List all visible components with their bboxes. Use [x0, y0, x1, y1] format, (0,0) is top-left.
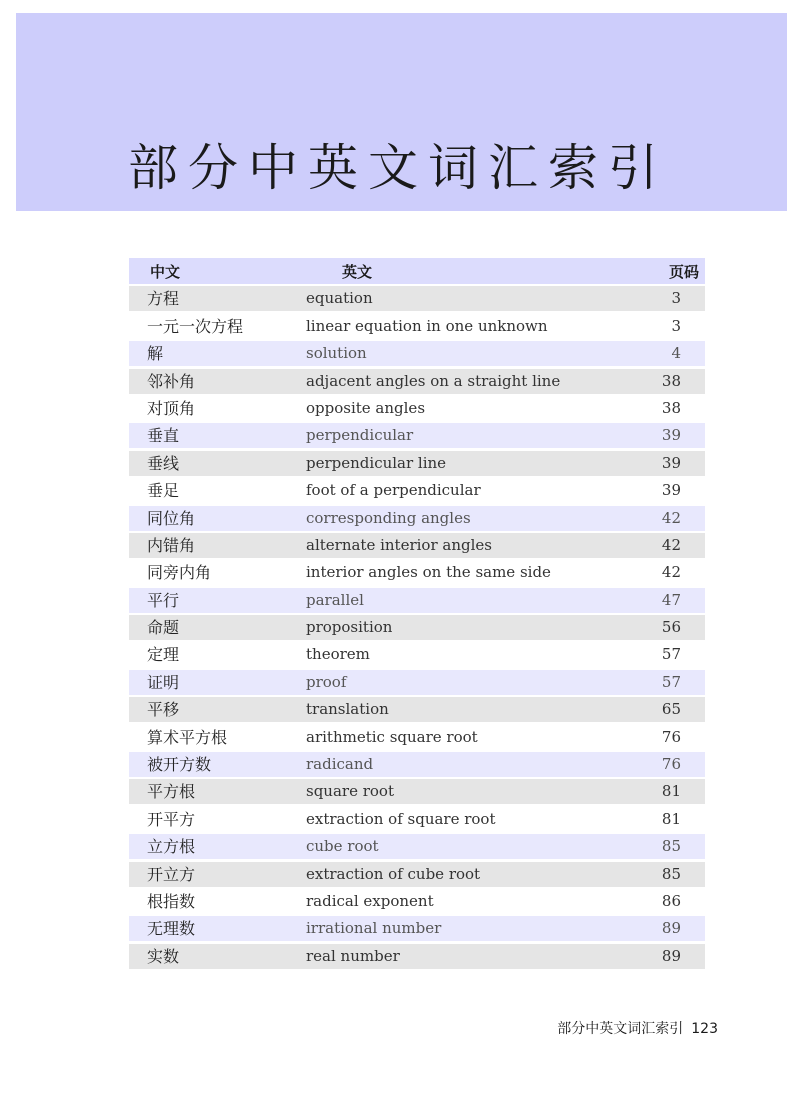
- cell-chinese: 算术平方根: [147, 727, 228, 747]
- table-row: [129, 451, 705, 476]
- cell-english: solution: [306, 344, 367, 363]
- table-row: [129, 752, 705, 777]
- cell-chinese: 内错角: [147, 535, 196, 555]
- table-row: [129, 478, 705, 503]
- cell-page: 89: [661, 919, 681, 938]
- cell-page: 47: [661, 590, 681, 609]
- table-row: [129, 506, 705, 531]
- cell-page: 85: [661, 837, 681, 856]
- cell-chinese: 定理: [147, 645, 180, 665]
- cell-english: proof: [306, 672, 347, 691]
- cell-chinese: 命题: [147, 618, 180, 638]
- table-row: [129, 341, 705, 366]
- cell-chinese: 平方根: [147, 782, 196, 802]
- cell-english: radicand: [306, 755, 374, 774]
- table-row: [129, 670, 705, 695]
- cell-english: extraction of square root: [306, 809, 496, 828]
- page-footer: [557, 1018, 718, 1038]
- cell-english: square root: [306, 782, 394, 801]
- cell-page: 38: [661, 398, 681, 417]
- cell-english: interior angles on the same side: [306, 563, 551, 582]
- table-header-row: [129, 258, 705, 284]
- cell-chinese: 对顶角: [147, 398, 196, 418]
- table-row: [129, 423, 705, 448]
- cell-english: radical exponent: [306, 891, 434, 910]
- table-row: [129, 779, 705, 804]
- table-row: [129, 560, 705, 585]
- cell-page: 3: [671, 289, 681, 308]
- cell-chinese: 同位角: [147, 508, 196, 528]
- cell-page: 76: [661, 755, 681, 774]
- cell-page: 65: [661, 700, 681, 719]
- cell-english: parallel: [306, 590, 364, 609]
- cell-chinese: 平行: [147, 590, 180, 610]
- cell-page: 56: [661, 618, 681, 637]
- cell-page: 42: [661, 535, 681, 554]
- cell-page: 42: [661, 508, 681, 527]
- header-english: 英文: [342, 263, 373, 281]
- cell-english: corresponding angles: [306, 508, 471, 527]
- cell-english: opposite angles: [306, 398, 426, 417]
- cell-chinese: 无理数: [147, 919, 196, 939]
- table-row: [129, 314, 705, 339]
- table-row: [129, 615, 705, 640]
- cell-chinese: 实数: [147, 946, 180, 966]
- cell-english: perpendicular line: [306, 453, 447, 472]
- cell-chinese: 解: [147, 344, 164, 364]
- cell-english: proposition: [306, 618, 393, 637]
- cell-page: 42: [661, 563, 681, 582]
- cell-english: equation: [306, 289, 373, 308]
- table-row: [129, 807, 705, 832]
- cell-chinese: 根指数: [147, 891, 196, 911]
- cell-chinese: 邻补角: [147, 371, 196, 391]
- cell-english: perpendicular: [306, 426, 414, 445]
- footer-title: 部分中英文词汇索引: [557, 1021, 684, 1037]
- cell-page: 57: [661, 645, 681, 664]
- cell-page: 39: [661, 453, 681, 472]
- cell-english: alternate interior angles: [306, 535, 492, 554]
- cell-page: 3: [671, 316, 681, 335]
- cell-english: real number: [306, 946, 400, 965]
- table-row: [129, 834, 705, 859]
- page-title: 部分中英文词汇索引: [128, 139, 668, 197]
- cell-page: 4: [671, 344, 681, 363]
- cell-chinese: 垂足: [147, 481, 180, 501]
- table-row: [129, 588, 705, 613]
- cell-page: 57: [661, 672, 681, 691]
- cell-english: translation: [306, 700, 389, 719]
- header-chinese: 中文: [150, 263, 181, 281]
- cell-page: 39: [661, 426, 681, 445]
- footer-page-number: 123: [691, 1021, 718, 1037]
- cell-chinese: 同旁内角: [147, 563, 212, 583]
- table-row: [129, 533, 705, 558]
- cell-english: foot of a perpendicular: [306, 481, 481, 500]
- cell-english: theorem: [306, 645, 370, 664]
- cell-chinese: 开立方: [147, 864, 196, 884]
- table-row: [129, 916, 705, 941]
- table-row: [129, 642, 705, 667]
- table-row: [129, 725, 705, 750]
- cell-english: irrational number: [306, 919, 442, 938]
- cell-page: 76: [661, 727, 681, 746]
- cell-page: 86: [661, 891, 681, 910]
- table-row: [129, 862, 705, 887]
- cell-page: 39: [661, 481, 681, 500]
- cell-chinese: 一元一次方程: [147, 316, 244, 336]
- cell-english: adjacent angles on a straight line: [306, 371, 561, 390]
- cell-page: 38: [661, 371, 681, 390]
- cell-page: 81: [661, 809, 681, 828]
- cell-page: 85: [661, 864, 681, 883]
- cell-chinese: 垂线: [147, 453, 180, 473]
- cell-page: 81: [661, 782, 681, 801]
- cell-english: arithmetic square root: [306, 727, 478, 746]
- table-row: [129, 944, 705, 969]
- cell-english: linear equation in one unknown: [306, 316, 548, 335]
- table-row: [129, 697, 705, 722]
- cell-english: extraction of cube root: [306, 864, 481, 883]
- table-body: [129, 286, 705, 968]
- table-row: [129, 369, 705, 394]
- header-page: 页码: [668, 263, 699, 281]
- cell-chinese: 立方根: [147, 837, 196, 857]
- cell-chinese: 方程: [147, 289, 180, 309]
- table-row: [129, 889, 705, 914]
- cell-chinese: 证明: [147, 672, 180, 692]
- cell-chinese: 垂直: [147, 426, 180, 446]
- vocabulary-index-table: [129, 258, 705, 969]
- table-row: [129, 286, 705, 311]
- cell-chinese: 被开方数: [147, 755, 212, 775]
- cell-chinese: 平移: [147, 700, 180, 720]
- table-row: [129, 396, 705, 421]
- cell-chinese: 开平方: [147, 809, 196, 829]
- cell-page: 89: [661, 946, 681, 965]
- cell-english: cube root: [306, 837, 379, 856]
